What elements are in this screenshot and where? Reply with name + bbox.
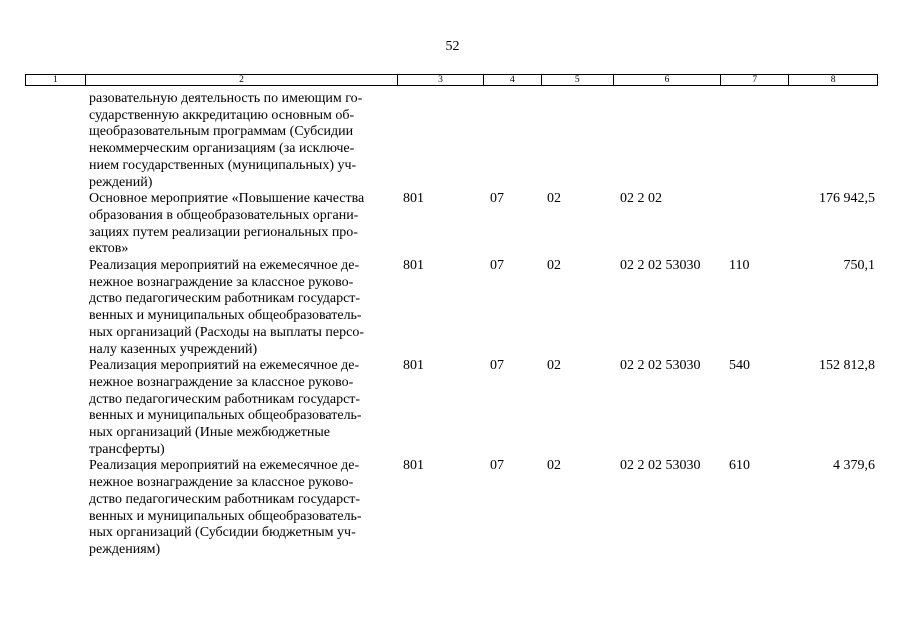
table-row [0,258,905,358]
row-description: Основное мероприятие «Повышение качества образования в общеобразовательных органи- зациях путем реализации региональных про- ектов» [89,191,365,257]
cell-col-3: 801 [403,258,424,274]
cell-col-4: 07 [490,358,504,374]
cell-col-6: 02 2 02 [620,191,662,207]
page-number: 52 [445,39,460,54]
table-row [0,191,905,258]
header-col-3: 3 [398,75,484,85]
cell-col-3: 801 [403,191,424,207]
cell-col-8: 4 379,6 [833,458,875,474]
cell-col-7: 540 [729,358,750,374]
table-row [0,458,905,558]
row-description: Реализация мероприятий на ежемесячное де- нежное вознаграждение за классное руково- дство педагогическим работникам государст- венных и муниципальных общеобразователь- ных организаций (Расходы на выплаты персо- налу казенных учреждений) [89,258,365,357]
table-header [25,74,878,86]
row-description: Реализация мероприятий на ежемесячное де- нежное вознаграждение за классное руково- дство педагогическим работникам государст- венных и муниципальных общеобразователь- ных организаций (Субсидии бюджетным уч- реждениям) [89,458,362,557]
cell-col-6: 02 2 02 53030 [620,458,701,474]
cell-col-3: 801 [403,458,424,474]
cell-col-8: 750,1 [843,258,875,274]
row-description: разовательную деятельность по имеющим го- сударственную аккредитацию основным об- щеобразовательным программам (Субсидии некоммерческим организациям (за исключе- нием государственных (муниципальных) уч- реждений) [89,91,363,190]
header-col-4: 4 [484,75,542,85]
cell-col-4: 07 [490,191,504,207]
cell-col-6: 02 2 02 53030 [620,258,701,274]
header-col-7: 7 [721,75,789,85]
cell-col-8: 152 812,8 [819,358,875,374]
cell-col-4: 07 [490,458,504,474]
cell-col-7: 110 [729,258,750,274]
cell-col-5: 02 [547,258,561,274]
cell-col-7: 610 [729,458,750,474]
table-body [0,91,905,559]
table-row [0,358,905,458]
row-description: Реализация мероприятий на ежемесячное де- нежное вознаграждение за классное руково- дство педагогическим работникам государст- венных и муниципальных общеобразователь- ных организаций (Иные межбюджетные трансферты) [89,358,362,457]
cell-col-6: 02 2 02 53030 [620,358,701,374]
header-col-2: 2 [86,75,398,85]
table-row-continuation [0,91,905,191]
cell-col-8: 176 942,5 [819,191,875,207]
header-col-6: 6 [614,75,722,85]
cell-col-5: 02 [547,191,561,207]
header-col-5: 5 [542,75,614,85]
cell-col-5: 02 [547,358,561,374]
header-col-8: 8 [830,75,836,85]
cell-col-4: 07 [490,258,504,274]
header-col-1: 1 [26,75,86,85]
cell-col-5: 02 [547,458,561,474]
cell-col-3: 801 [403,358,424,374]
